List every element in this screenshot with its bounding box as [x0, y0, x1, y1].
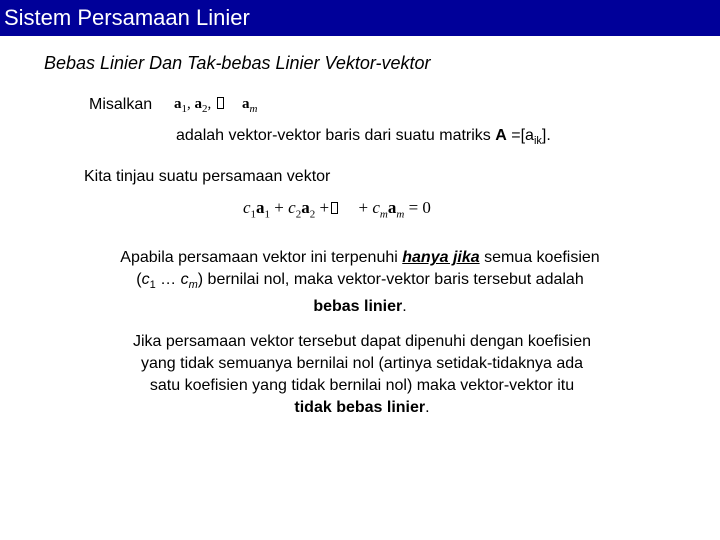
paragraph-bebas-linier	[70, 247, 650, 318]
para-text: Apabila persamaan vektor ini terpenuhi	[120, 249, 403, 266]
plus-sign: +	[319, 198, 330, 217]
vec-a: a	[256, 198, 265, 217]
plus-sign: +	[274, 198, 284, 217]
vec-sub: m	[249, 103, 258, 115]
coef-sub: 1	[250, 208, 257, 221]
vec-sub: 2	[202, 103, 208, 115]
para-line: satu koefisien yang tidak bernilai nol) maka vektor-vektor itu	[149, 377, 575, 394]
missing-glyph-icon	[331, 202, 338, 214]
matrix-a: A	[495, 127, 507, 144]
para-text: .	[425, 399, 430, 416]
para-line: Jika persamaan vektor tersebut dapat dipenuhi dengan koefisien	[132, 333, 592, 350]
vector-list	[174, 96, 257, 115]
hanya-jika-emphasis: hanya jika	[402, 249, 480, 266]
vec-a: a	[194, 96, 202, 112]
coef-c: c	[243, 198, 251, 217]
paragraph-tidak-bebas-linier	[72, 331, 652, 419]
vec-a: a	[242, 96, 250, 112]
coef-c: c	[372, 198, 380, 217]
coef-c: c	[288, 198, 296, 217]
para-line	[70, 296, 650, 318]
para-text: .	[402, 298, 407, 316]
para-line: yang tidak semuanya bernilai nol (artinya setidak-tidaknya ada	[140, 355, 584, 372]
para-line	[70, 247, 650, 269]
desc-text: ].	[541, 127, 551, 144]
vec-a: a	[387, 198, 397, 217]
coef-sub: m	[379, 208, 388, 221]
vec-sub: m	[396, 208, 405, 221]
matrix-description	[176, 127, 551, 147]
desc-text: =[a	[506, 127, 534, 144]
para-text: ) bernilai nol, maka vektor-vektor baris tersebut adalah	[197, 271, 584, 288]
kita-tinjau-text: Kita tinjau suatu persamaan vektor	[84, 168, 331, 185]
vec-sub: 1	[181, 103, 187, 115]
missing-glyph-icon	[217, 97, 224, 109]
vec-a: a	[174, 96, 182, 112]
coef-c: c	[141, 271, 150, 288]
vec-a: a	[301, 198, 310, 217]
coef-sub: 2	[295, 208, 302, 221]
desc-text: adalah vektor-vektor baris dari suatu matriks	[176, 127, 496, 144]
index-sub: ik	[533, 135, 542, 148]
bebas-linier-term: bebas linier	[313, 298, 403, 316]
vec-sub: 2	[309, 208, 316, 221]
section-subtitle: Bebas Linier Dan Tak-bebas Linier Vektor-vektor	[44, 53, 431, 73]
para-text: (	[136, 271, 142, 288]
ellipsis: …	[155, 271, 181, 288]
tidak-bebas-linier-term: tidak bebas linier	[294, 399, 426, 416]
para-text: semua koefisien	[479, 249, 600, 266]
plus-sign: +	[358, 198, 369, 217]
misalkan-label: Misalkan	[89, 96, 153, 113]
coef-c: c	[180, 271, 189, 288]
vector-equation	[243, 198, 431, 220]
para-line	[70, 269, 650, 296]
vec-sep: ,	[187, 96, 195, 112]
vec-sub: 1	[264, 208, 271, 221]
para-line	[72, 397, 652, 419]
coef-sub: 1	[149, 279, 156, 292]
coef-sub: m	[188, 279, 198, 292]
equals-zero: = 0	[408, 198, 431, 217]
page-title: Sistem Persamaan Linier	[0, 0, 720, 36]
vec-sep: ,	[207, 96, 215, 112]
